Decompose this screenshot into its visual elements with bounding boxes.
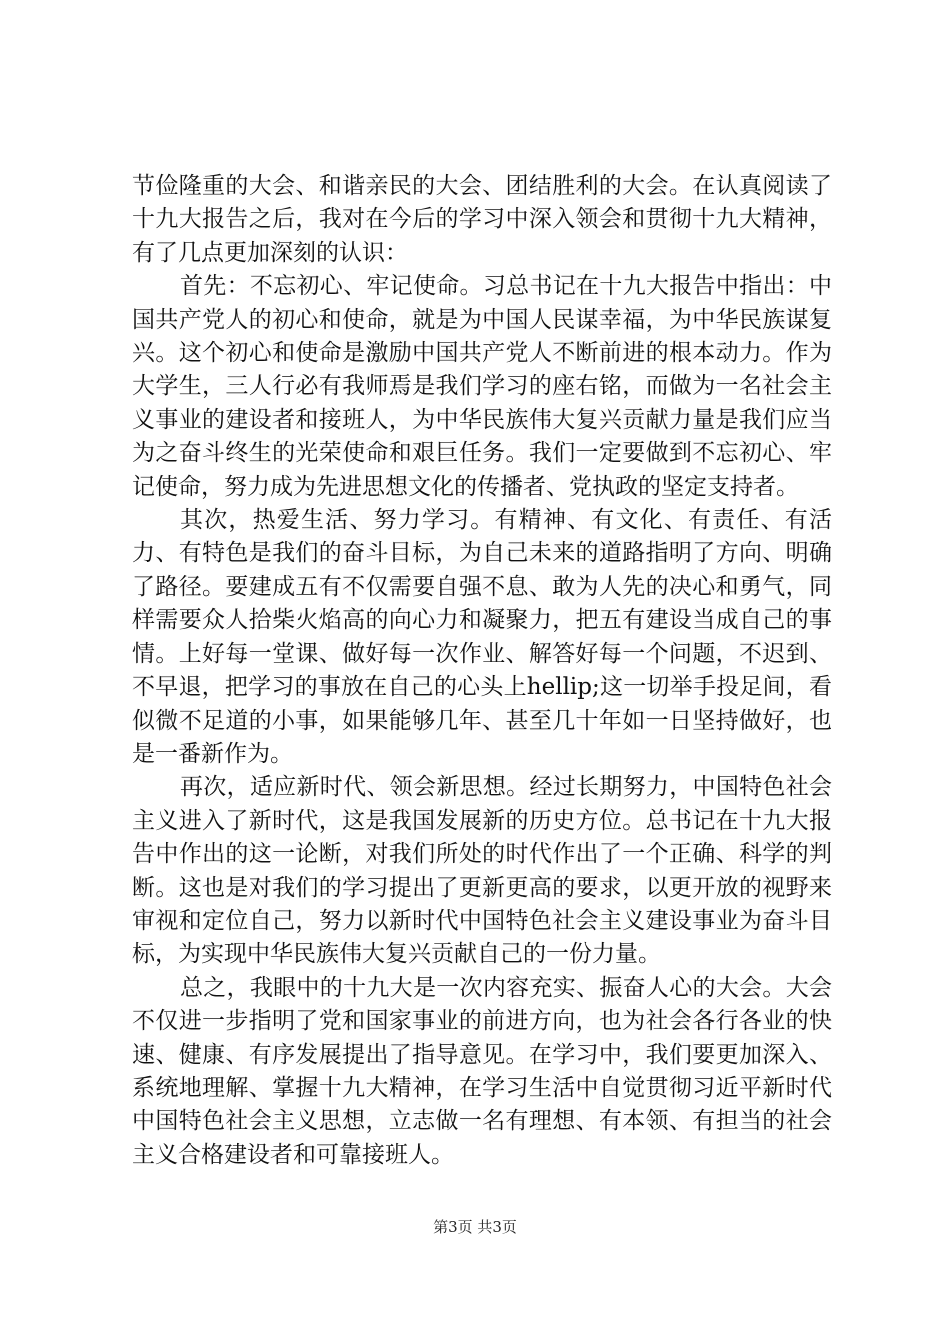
paragraph-intro: 节俭隆重的大会、和谐亲民的大会、团结胜利的大会。在认真阅读了十九大报告之后，我对在今后的学习中深入领会和贯彻十九大精神，有了几点更加深刻的认识： bbox=[132, 173, 832, 266]
page-number-footer: 第3页 共3页 bbox=[433, 1218, 517, 1236]
paragraph-third-point: 再次，适应新时代、领会新思想。经过长期努力，中国特色社会主义进入了新时代，这是我国发展新的历史方位。总书记在十九大报告中作出的这一论断，对我们所处的时代作出了一个正确、科学的判断。这也是对我们的学习提出了更新更高的要求，以更开放的视野来审视和定位自己，努力以新时代中国特色社会主义建设事业为奋斗目标，为实现中华民族伟大复兴贡献自己的一份力量。 bbox=[132, 774, 832, 968]
document-body bbox=[132, 170, 832, 1172]
paragraph-first-point: 首先：不忘初心、牢记使命。习总书记在十九大报告中指出：中国共产党人的初心和使命，就是为中国人民谋幸福，为中华民族谋复兴。这个初心和使命是激励中国共产党人不断前进的根本动力。作为大学生，三人行必有我师焉是我们学习的座右铭，而做为一名社会主义事业的建设者和接班人，为中华民族伟大复兴贡献力量是我们应当为之奋斗终生的光荣使命和艰巨任务。我们一定要做到不忘初心、牢记使命，努力成为先进思想文化的传播者、党执政的坚定支持者。 bbox=[132, 273, 832, 500]
paragraph-conclusion: 总之，我眼中的十九大是一次内容充实、振奋人心的大会。大会不仅进一步指明了党和国家事业的前进方向，也为社会各行各业的快速、健康、有序发展提出了指导意见。在学习中，我们要更加深入、系统地理解、掌握十九大精神，在学习生活中自觉贯彻习近平新时代中国特色社会主义思想，立志做一名有理想、有本领、有担当的社会主义合格建设者和可靠接班人。 bbox=[132, 974, 832, 1168]
paragraph-second-point: 其次，热爱生活、努力学习。有精神、有文化、有责任、有活力、有特色是我们的奋斗目标，为自己未来的道路指明了方向、明确了路径。要建成五有不仅需要自强不息、敢为人先的决心和勇气，同样需要众人拾柴火焰高的向心力和凝聚力，把五有建设当成自己的事情。上好每一堂课、做好每一次作业、解答好每一个问题，不迟到、不早退，把学习的事放在自己的心头上hellip;这一切举手投足间，看似微不足道的小事，如果能够几年、甚至几十年如一日坚持做好，也是一番新作为。 bbox=[132, 507, 832, 767]
